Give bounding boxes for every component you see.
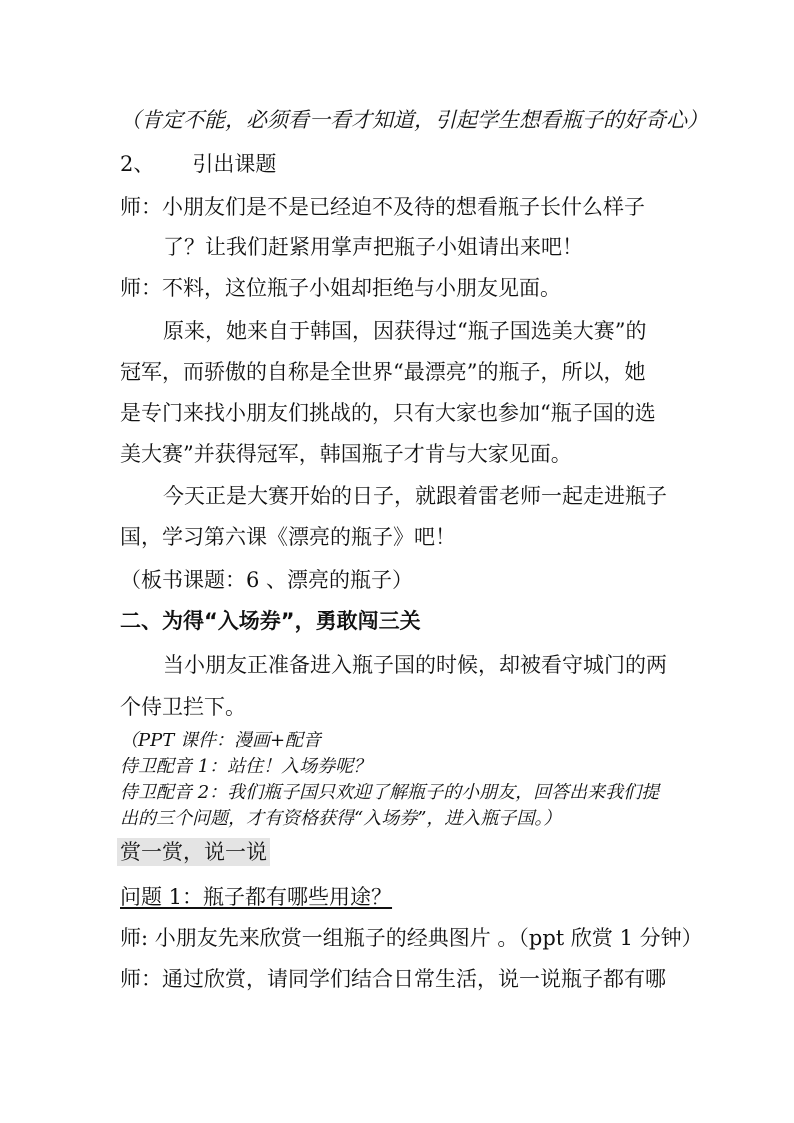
note-guard-voice-2: 侍卫配音 2：我们瓶子国只欢迎了解瓶子的小朋友，回答出来我们提	[120, 782, 660, 803]
section-heading-ticket: 二、为得“入场券”，勇敢闯三关	[120, 609, 421, 633]
highlighted-heading: 赏一赏，说一说	[117, 838, 270, 866]
paragraph-board-title: （板书课题：6 、漂亮的瓶子）	[120, 568, 414, 592]
paragraph-guards-2: 个侍卫拦下。	[120, 695, 246, 719]
paragraph-today-2: 国，学习第六课《漂亮的瓶子》吧！	[120, 525, 456, 549]
paragraph-korea-4: 美大赛”并获得冠军，韩国瓶子才肯与大家见面。	[120, 442, 572, 466]
paragraph-today-1: 今天正是大赛开始的日子，就跟着雷老师一起走进瓶子	[163, 484, 667, 508]
note-guard-voice-2-cont: 出的三个问题，才有资格获得“入场券”，进入瓶子国。）	[120, 808, 562, 829]
paragraph-korea-2: 冠军，而骄傲的自称是全世界“最漂亮”的瓶子，所以，她	[120, 360, 646, 384]
paragraph-note-curiosity: （肯定不能，必须看一看才知道，引起学生想看瓶子的好奇心）	[120, 108, 708, 132]
heading-number: 2、	[120, 152, 155, 176]
note-ppt: （PPT 课件：漫画+配音	[120, 730, 322, 751]
paragraph-korea-1: 原来，她来自于韩国，因获得过“瓶子国选美大赛”的	[163, 319, 647, 343]
paragraph-teacher-2: 师：不料，这位瓶子小姐却拒绝与小朋友见面。	[120, 276, 561, 300]
paragraph-guards-1: 当小朋友正准备进入瓶子国的时候，却被看守城门的两	[163, 653, 667, 677]
paragraph-teacher-1-cont: 了？让我们赶紧用掌声把瓶子小姐请出来吧！	[163, 235, 583, 259]
section-heading-2	[120, 148, 276, 178]
paragraph-teacher-3: 师: 小朋友先来欣赏一组瓶子的经典图片 。（ppt 欣赏 1 分钟）	[120, 926, 703, 950]
paragraph-teacher-4: 师：通过欣赏，请同学们结合日常生活，说一说瓶子都有哪	[120, 967, 666, 991]
paragraph-teacher-1: 师：小朋友们是不是已经迫不及待的想看瓶子长什么样子	[120, 195, 645, 219]
heading-text: 引出课题	[192, 152, 277, 176]
question-1: 问题 1：瓶子都有哪些用途？	[120, 885, 393, 909]
paragraph-korea-3: 是专门来找小朋友们挑战的，只有大家也参加“瓶子国的选	[120, 401, 656, 425]
note-guard-voice-1: 侍卫配音 1：站住！入场券呢？	[120, 756, 372, 777]
activity-heading	[117, 836, 270, 866]
